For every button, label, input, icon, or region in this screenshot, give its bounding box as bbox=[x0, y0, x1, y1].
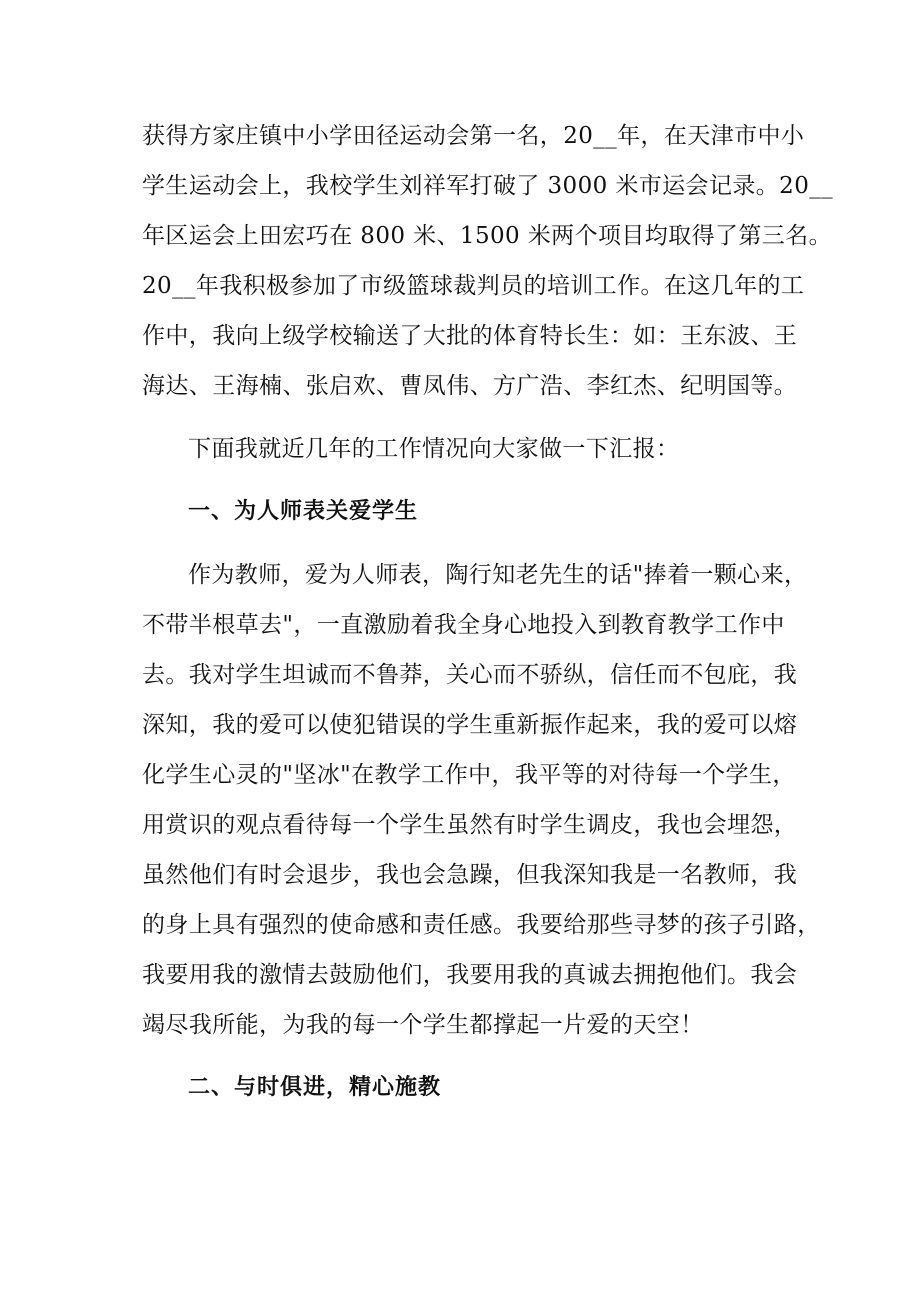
section-heading-2: 二、与时俱进，精心施教 bbox=[188, 1075, 442, 1100]
paragraph-line: 20__年我积极参加了市级篮球裁判员的培训工作。在这几年的工 bbox=[142, 273, 805, 299]
paragraph-line: 去。我对学生坦诚而不鲁莽，关心而不骄纵，信任而不包庇，我 bbox=[142, 662, 798, 688]
paragraph-line: 化学生心灵的"坚冰"在教学工作中，我平等的对待每一个学生， bbox=[142, 762, 796, 788]
paragraph-line: 深知，我的爱可以使犯错误的学生重新振作起来，我的爱可以熔 bbox=[142, 712, 798, 738]
paragraph-line: 海达、王海楠、张启欢、曹凤伟、方广浩、李红杰、纪明国等。 bbox=[142, 373, 798, 399]
paragraph-line: 竭尽我所能，为我的每一个学生都撑起一片爱的天空！ bbox=[142, 1012, 704, 1038]
report-intro: 下面我就近几年的工作情况向大家做一下汇报： bbox=[188, 436, 680, 462]
paragraph-line: 学生运动会上，我校学生刘祥军打破了 3000 米市运会记录。20__ bbox=[142, 173, 834, 199]
paragraph-line: 获得方家庄镇中小学田径运动会第一名，20__年，在天津市中小 bbox=[142, 123, 805, 149]
paragraph-line: 作中，我向上级学校输送了大批的体育特长生：如：王东波、王 bbox=[142, 323, 798, 349]
section-heading-1: 一、为人师表关爱学生 bbox=[188, 499, 419, 524]
paragraph-line: 我要用我的激情去鼓励他们，我要用我的真诚去拥抱他们。我会 bbox=[142, 962, 798, 988]
paragraph-line: 作为教师，爱为人师表，陶行知老先生的话"捧着一颗心来， bbox=[188, 562, 808, 588]
paragraph-line: 年区运会上田宏巧在 800 米、1500 米两个项目均取得了第三名。 bbox=[142, 223, 832, 249]
paragraph-line: 虽然他们有时会退步，我也会急躁，但我深知我是一名教师，我 bbox=[142, 862, 798, 888]
paragraph-line: 用赏识的观点看待每一个学生虽然有时学生调皮，我也会埋怨， bbox=[142, 812, 798, 838]
paragraph-line: 不带半根草去"，一直激励着我全身心地投入到教育教学工作中 bbox=[142, 612, 785, 638]
paragraph-line: 的身上具有强烈的使命感和责任感。我要给那些寻梦的孩子引路， bbox=[142, 912, 821, 938]
